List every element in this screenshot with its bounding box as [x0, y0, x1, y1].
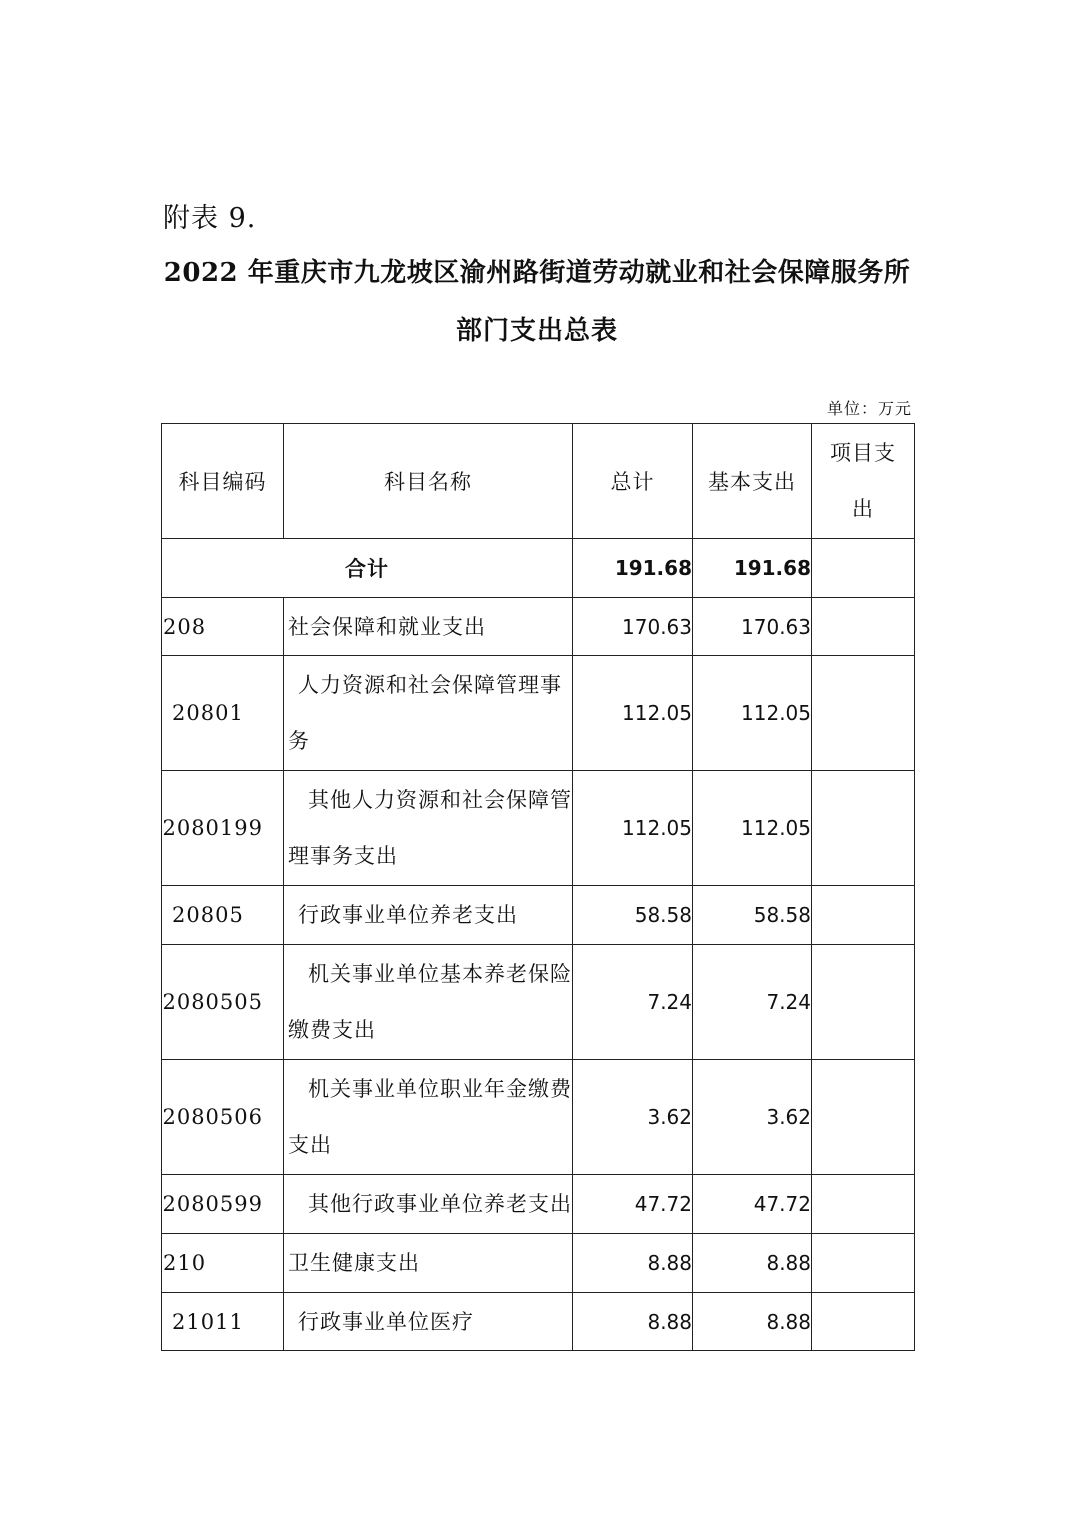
row-total: 3.62: [573, 1060, 693, 1175]
row-code: 20805: [162, 886, 284, 945]
row-name-line1: 人力资源和社会保障管理事: [298, 673, 562, 697]
row-total: 7.24: [573, 945, 693, 1060]
row-basic: 170.63: [693, 598, 812, 656]
row-name: 社会保障和就业支出: [284, 598, 573, 656]
row-code: 210: [162, 1234, 284, 1293]
table-header-row: [162, 424, 915, 539]
total-row: [162, 539, 915, 598]
row-basic: 7.24: [693, 945, 812, 1060]
row-basic: 112.05: [693, 656, 812, 771]
header-total: 总计: [573, 424, 693, 539]
total-total: 191.68: [573, 539, 693, 598]
row-code: 2080199: [162, 771, 284, 886]
row-project: [812, 1175, 915, 1234]
row-name: [284, 656, 573, 771]
row-basic: 8.88: [693, 1234, 812, 1293]
row-total: 112.05: [573, 771, 693, 886]
total-project: [812, 539, 915, 598]
row-project: [812, 1234, 915, 1293]
total-label: 合计: [162, 539, 573, 598]
appendix-label: 附表 9.: [163, 203, 257, 234]
row-project: [812, 1060, 915, 1175]
header-project-line1: 项目支: [830, 441, 896, 465]
row-project: [812, 1293, 915, 1351]
header-basic: 基本支出: [693, 424, 812, 539]
row-name: 卫生健康支出: [284, 1234, 573, 1293]
row-name-line2: 支出: [288, 1133, 332, 1157]
table-row: [162, 886, 915, 945]
row-name-line1: 机关事业单位基本养老保险: [308, 962, 572, 986]
row-total: 112.05: [573, 656, 693, 771]
row-total: 8.88: [573, 1293, 693, 1351]
row-project: [812, 656, 915, 771]
row-name: 行政事业单位医疗: [284, 1293, 573, 1351]
table-row: [162, 656, 915, 771]
table-row: [162, 771, 915, 886]
row-name-line1: 机关事业单位职业年金缴费: [308, 1077, 572, 1101]
header-project: [812, 424, 915, 539]
row-code: 2080599: [162, 1175, 284, 1234]
header-code: 科目编码: [162, 424, 284, 539]
row-name-line2: 务: [288, 729, 310, 753]
page-title: 2022 年重庆市九龙坡区渝州路街道劳动就业和社会保障服务所: [163, 258, 911, 288]
page-subtitle: 部门支出总表: [455, 316, 618, 346]
row-basic: 112.05: [693, 771, 812, 886]
table-row: [162, 1293, 915, 1351]
row-code: 21011: [162, 1293, 284, 1351]
row-name-line2: 缴费支出: [288, 1018, 376, 1042]
table-row: [162, 1060, 915, 1175]
row-project: [812, 886, 915, 945]
expenditure-table: [161, 423, 915, 1351]
table-row: [162, 1234, 915, 1293]
row-basic: 58.58: [693, 886, 812, 945]
row-name-line1: 其他人力资源和社会保障管: [308, 788, 572, 812]
row-total: 8.88: [573, 1234, 693, 1293]
header-project-line2: 出: [852, 497, 874, 521]
row-code: 20801: [162, 656, 284, 771]
row-code: 2080506: [162, 1060, 284, 1175]
row-name-line2: 理事务支出: [288, 844, 398, 868]
row-code: 208: [162, 598, 284, 656]
header-name: 科目名称: [284, 424, 573, 539]
row-total: 170.63: [573, 598, 693, 656]
row-basic: 47.72: [693, 1175, 812, 1234]
row-name: 其他行政事业单位养老支出: [284, 1175, 573, 1234]
row-name: [284, 945, 573, 1060]
unit-label: 单位：万元: [826, 399, 912, 418]
row-total: 58.58: [573, 886, 693, 945]
total-basic: 191.68: [693, 539, 812, 598]
row-total: 47.72: [573, 1175, 693, 1234]
row-name: [284, 771, 573, 886]
row-name: 行政事业单位养老支出: [284, 886, 573, 945]
row-project: [812, 771, 915, 886]
row-project: [812, 598, 915, 656]
row-code: 2080505: [162, 945, 284, 1060]
row-basic: 8.88: [693, 1293, 812, 1351]
row-project: [812, 945, 915, 1060]
row-name: [284, 1060, 573, 1175]
table-row: [162, 598, 915, 656]
row-basic: 3.62: [693, 1060, 812, 1175]
table-row: [162, 1175, 915, 1234]
table-row: [162, 945, 915, 1060]
